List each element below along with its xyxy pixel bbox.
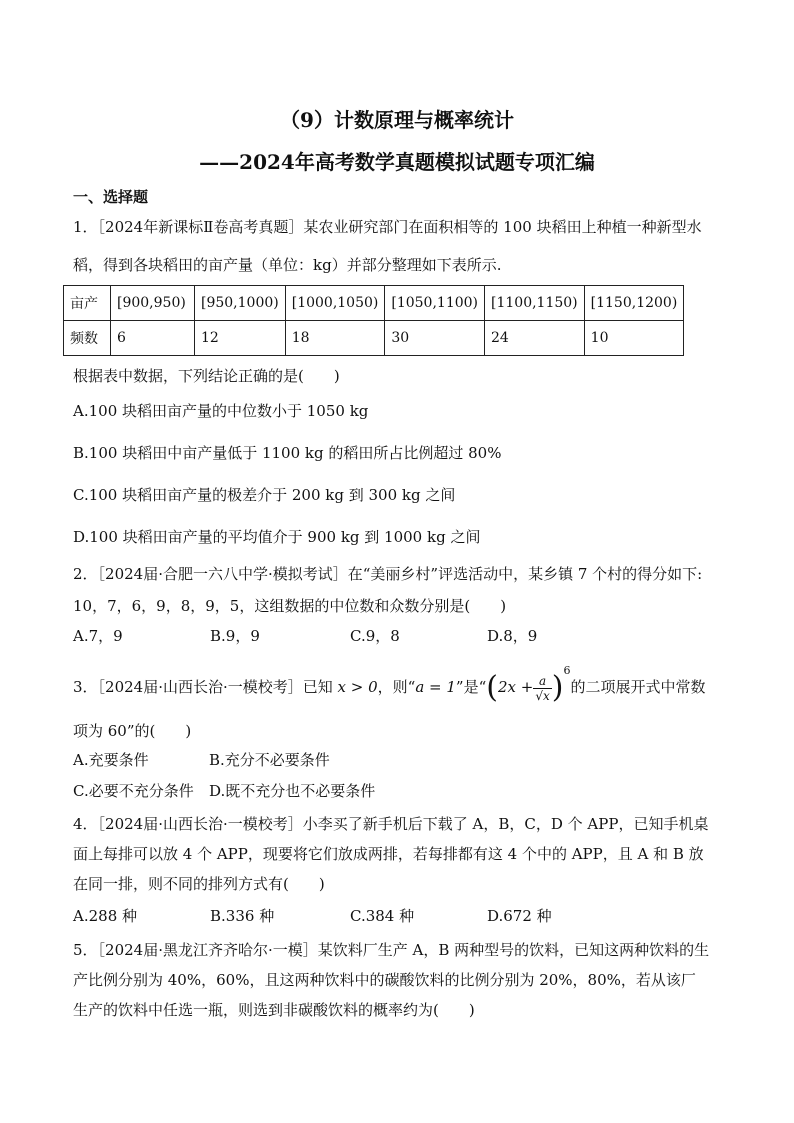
q1-option-a: A.100 块稻田亩产量的中位数小于 1050 kg bbox=[73, 402, 369, 420]
table-cell: [1100,1150) bbox=[485, 286, 585, 321]
q3-option-d: D.既不充分也不必要条件 bbox=[209, 782, 376, 800]
q4-option-b: B.336 种 bbox=[210, 907, 275, 925]
q5-line1: 5．［2024届·黑龙江齐齐哈尔·一模］某饮料厂生产 A，B 两种型号的饮料，已知这两种饮料的生 bbox=[73, 941, 710, 959]
q3-fraction bbox=[533, 674, 551, 703]
q1-option-d: D.100 块稻田亩产量的平均值介于 900 kg 到 1000 kg 之间 bbox=[73, 528, 481, 546]
q4-option-c: C.384 种 bbox=[350, 907, 415, 925]
q3-prefix: 3．［2024届·山西长治·一模校考］已知 bbox=[73, 678, 333, 696]
q1-option-c: C.100 块稻田亩产量的极差介于 200 kg 到 300 kg 之间 bbox=[73, 486, 456, 504]
q2-line2: 10，7，6，9，8，9，5，这组数据的中位数和众数分别是( ) bbox=[73, 597, 507, 615]
page-title: （9）计数原理与概率统计 bbox=[280, 108, 514, 132]
q3-option-c: C.必要不充分条件 bbox=[73, 782, 194, 800]
q2-options bbox=[73, 625, 733, 646]
q1-line1: 1．［2024年新课标Ⅱ卷高考真题］某农业研究部门在面积相等的 100 块稻田上种植一种新型水 bbox=[73, 218, 702, 236]
q4-line2: 面上每排可以放 4 个 APP，现要将它们放成两排，若每排都有这 4 个中的 APP，且 A 和 B 放 bbox=[73, 845, 704, 863]
table-cell: [950,1000) bbox=[195, 286, 286, 321]
q3-mid1: ，则“ bbox=[377, 678, 416, 696]
q3-fraction-numerator: a bbox=[533, 674, 551, 689]
q5-line3: 生产的饮料中任选一瓶，则选到非碳酸饮料的概率约为( ) bbox=[73, 1001, 475, 1019]
table-cell: 频数 bbox=[64, 321, 111, 356]
q3-line1: 3．［2024届·山西长治·一模校考］已知 x > 0，则“a = 1”是“(2x + $\frac{a}{√x}$ )$^6$的二项展开式中常数 bbox=[73, 664, 706, 705]
q3-expression: 2x + bbox=[497, 678, 534, 696]
table-cell: 30 bbox=[385, 321, 485, 356]
table-cell: [1000,1050) bbox=[285, 286, 385, 321]
q2-option-a: A.7，9 bbox=[73, 627, 123, 645]
q4-option-d: D.672 种 bbox=[487, 907, 552, 925]
q3-options-row2 bbox=[73, 780, 733, 801]
table-row bbox=[64, 321, 684, 356]
table-cell: [1150,1200) bbox=[584, 286, 684, 321]
q5-line2: 产比例分别为 40%，60%，且这两种饮料中的碳酸饮料的比例分别为 20%，80%，若从该厂 bbox=[73, 971, 696, 989]
q3-mid2: ”是“ bbox=[455, 678, 487, 696]
table-cell: 6 bbox=[111, 321, 195, 356]
q4-line3: 在同一排，则不同的排列方式有( ) bbox=[73, 875, 325, 893]
table-cell: 24 bbox=[485, 321, 585, 356]
table-row bbox=[64, 286, 684, 321]
q3-line2: 项为 60”的( ) bbox=[73, 722, 192, 740]
q2-line1: 2．［2024届·合肥一六八中学·模拟考试］在“美丽乡村”评选活动中，某乡镇 7 个村的得分如下: bbox=[73, 565, 703, 583]
q1-option-b: B.100 块稻田中亩产量低于 1100 kg 的稻田所占比例超过 80% bbox=[73, 444, 502, 462]
q1-line2: 稻，得到各块稻田的亩产量（单位：kg）并部分整理如下表所示. bbox=[73, 256, 502, 274]
q3-option-a: A.充要条件 bbox=[73, 751, 149, 769]
q4-line1: 4．［2024届·山西长治·一模校考］小李买了新手机后下载了 A，B，C，D 个 APP，已知手机桌 bbox=[73, 815, 709, 833]
q3-option-b: B.充分不必要条件 bbox=[209, 751, 330, 769]
q3-condition: x > 0 bbox=[337, 678, 378, 696]
q2-option-d: D.8，9 bbox=[487, 627, 538, 645]
table-cell: [1050,1100) bbox=[385, 286, 485, 321]
page-subtitle: ——2024年高考数学真题模拟试题专项汇编 bbox=[199, 150, 595, 174]
table-cell: 12 bbox=[195, 321, 286, 356]
q1-stem: 根据表中数据，下列结论正确的是( ) bbox=[73, 367, 340, 385]
yield-frequency-table bbox=[63, 285, 684, 356]
q3-fraction-denominator: √x bbox=[535, 688, 550, 703]
q3-suffix: 的二项展开式中常数 bbox=[570, 678, 706, 696]
table-cell: [900,950) bbox=[111, 286, 195, 321]
q3-options-row1 bbox=[73, 749, 733, 770]
q3-power: 6 bbox=[563, 664, 571, 677]
table-cell: 10 bbox=[584, 321, 684, 356]
table-cell: 亩产 bbox=[64, 286, 111, 321]
section-heading: 一、选择题 bbox=[73, 188, 149, 206]
q3-a-equals: a = 1 bbox=[415, 678, 456, 696]
q2-option-b: B.9，9 bbox=[210, 627, 260, 645]
q4-options bbox=[73, 905, 733, 926]
table-cell: 18 bbox=[285, 321, 385, 356]
q2-option-c: C.9，8 bbox=[350, 627, 400, 645]
q4-option-a: A.288 种 bbox=[73, 907, 137, 925]
